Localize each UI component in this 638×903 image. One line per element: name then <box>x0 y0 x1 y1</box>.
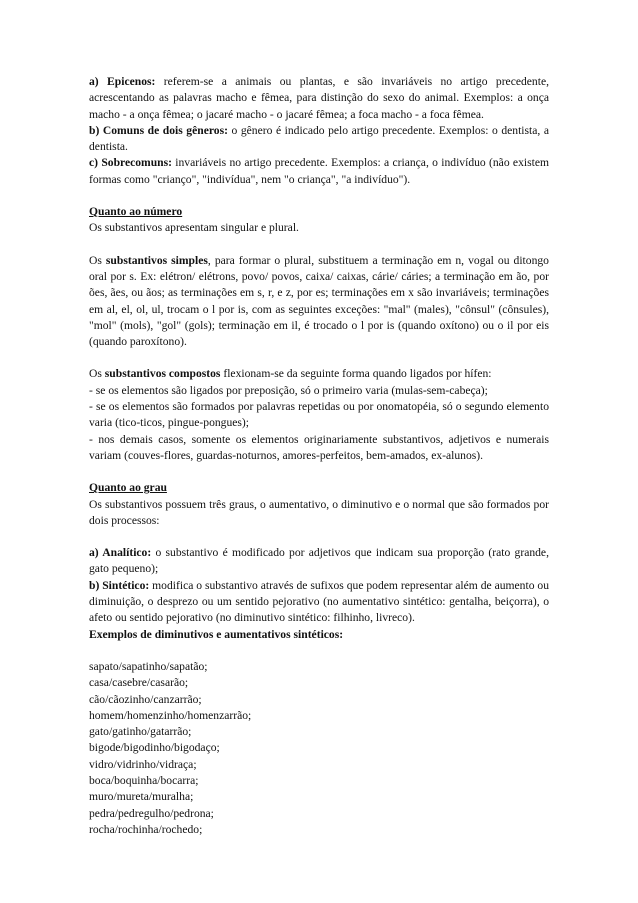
paragraph-epicenos: a) Epicenos: referem-se a animais ou plantas, e são invariáveis no artigo precedente, acrescentando as palavras macho e fêmea, para distinção do sexo do animal. Exemplos: a onça macho - a onça fêmea; o jacaré macho - o jacaré fêmea; a foca macho - a foca fêmea. <box>89 75 549 121</box>
list-item: bigode/bigodinho/bigodaço; <box>89 741 220 755</box>
rule-item: - se os elementos são ligados por preposição, só o primeiro varia (mulas-sem-cabeça); <box>89 383 488 397</box>
paragraph-grau-intro: Os substantivos possuem três graus, o aumentativo, o diminutivo e o normal que são formados por dois processos: <box>89 497 549 527</box>
examples-list <box>89 659 549 838</box>
term-analitico: a) Analítico: <box>89 546 152 560</box>
examples-heading: Exemplos de diminutivos e aumentativos sintéticos: <box>89 627 344 641</box>
rule-item: - nos demais casos, somente os elementos originariamente substantivos, adjetivos e numerais variam (couves-flores, guardas-noturnos, amores-perfeitos, bem-amados, ex-alunos). <box>89 432 549 462</box>
list-item: sapato/sapatinho/sapatão; <box>89 659 208 673</box>
paragraph-comuns: b) Comuns de dois gêneros: o gênero é indicado pelo artigo precedente. Exemplos: o dentista, a dentista. <box>89 123 549 154</box>
list-item: boca/boquinha/bocarra; <box>89 773 199 787</box>
document-page <box>89 74 549 838</box>
term-sintetico: b) Sintético: <box>89 578 150 592</box>
paragraph-numero-intro: Os substantivos apresentam singular e plural. <box>89 221 299 235</box>
term-sobrecomuns: c) Sobrecomuns: <box>89 156 172 170</box>
list-item: gato/gatinho/gatarrão; <box>89 725 192 739</box>
rule-item: - se os elementos são formados por palavras repetidas ou por onomatopéia, só o segundo elemento varia (tico-ticos, pingue-pongues); <box>89 400 549 430</box>
list-item: rocha/rochinha/rochedo; <box>89 822 203 836</box>
paragraph-compostos: Os substantivos compostos flexionam-se da seguinte forma quando ligados por hífen: <box>89 367 492 381</box>
heading-grau: Quanto ao grau <box>89 481 167 495</box>
term-compostos: substantivos compostos <box>104 367 221 381</box>
paragraph-analitico: a) Analítico: o substantivo é modificado por adjetivos que indicam sua proporção (rato grande, gato pequeno); <box>89 546 549 576</box>
term-comuns: b) Comuns de dois gêneros: <box>89 123 228 137</box>
paragraph-simples: Os substantivos simples, para formar o plural, substituem a terminação em n, vogal ou ditongo oral por s. Ex: elétron/ elétrons, povo/ povos, caixa/ caixas, cárie/ cáries; a terminação em ão, por ões, ães, ou ãos; as terminações em s, r, e z, por es; terminações em x são invariáveis; terminações em al, el, ol, ul, trocam o l por is, com as seguintes exceções: "mal" (males), "cônsul" (cônsules), "mol" (mols), "gol" (gols); terminação em il, é trocado o l por is (quando oxítono) ou o il por eis (quando paroxítono). <box>89 253 549 349</box>
list-item: pedra/pedregulho/pedrona; <box>89 806 214 820</box>
list-item: cão/cãozinho/canzarrão; <box>89 692 202 706</box>
paragraph-sintetico: b) Sintético: modifica o substantivo através de sufixos que podem representar além de aumento ou diminuição, o desprezo ou um sentido pejorativo (no aumentativo sintético: gentalha, beiçorra), o afeto ou sentido pejorativo (no diminutivo sintético: filhinho, livreco). <box>89 578 549 625</box>
paragraph-sobrecomuns: c) Sobrecomuns: invariáveis no artigo precedente. Exemplos: a criança, o indivíduo (não existem formas como "crianço", "indivídua", nem "o criança", "a indivíduo"). <box>89 156 549 186</box>
list-item: casa/casebre/casarão; <box>89 676 189 690</box>
list-item: vidro/vidrinho/vidraça; <box>89 757 197 771</box>
heading-numero: Quanto ao número <box>89 205 183 219</box>
term-epicenos: a) Epicenos: <box>89 75 156 88</box>
list-item: homem/homenzinho/homenzarrão; <box>89 708 252 722</box>
term-simples: substantivos simples <box>105 253 208 267</box>
list-item: muro/mureta/muralha; <box>89 790 194 804</box>
